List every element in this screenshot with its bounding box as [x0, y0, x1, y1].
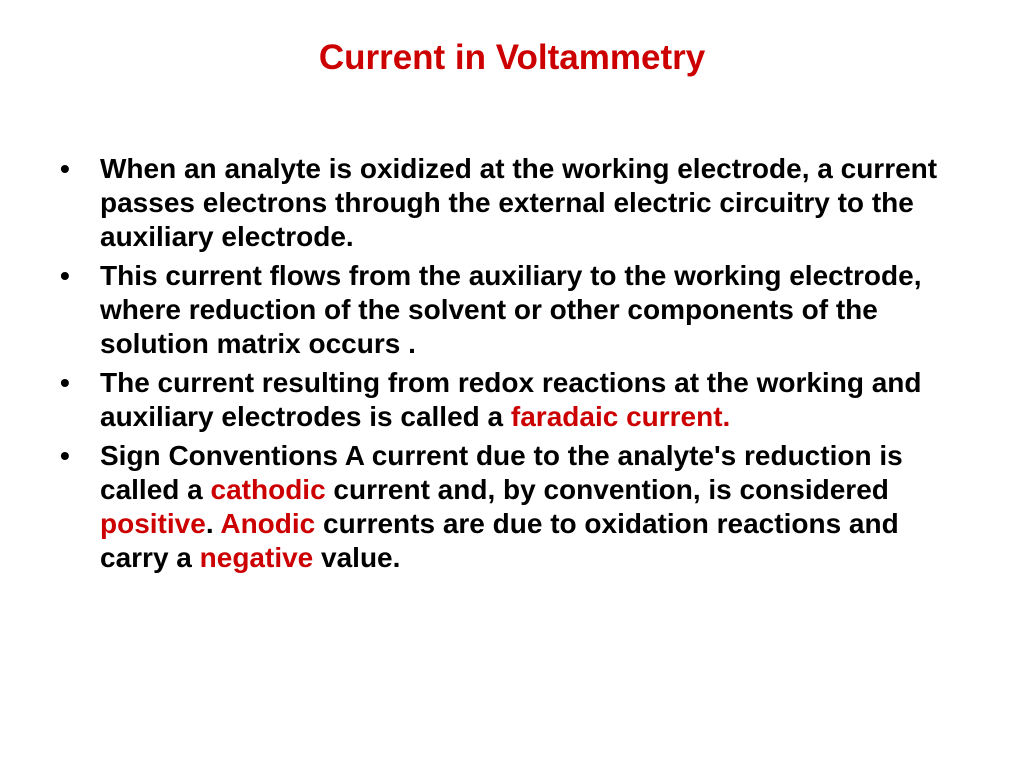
bullet-dot-icon: • [60, 153, 70, 184]
slide-title: Current in Voltammetry [318, 38, 706, 77]
highlight-term-negative: negative [199, 542, 314, 573]
bullet-text: currents are due to oxidation reactions and carry a [100, 508, 899, 573]
highlight-term-positive: positive [100, 508, 206, 539]
bullet-item [56, 259, 956, 361]
highlight-term-faradaic: faradaic current. [510, 401, 731, 432]
bullet-text: Sign Conventions A current due to the analyte's reduction is called a [100, 440, 903, 505]
bullet-text: . [205, 508, 221, 539]
highlight-term-anodic: Anodic [220, 508, 316, 539]
bullet-text: This current flows from the auxiliary to the working electrode, where reduction of the solvent or other components of the solution matrix occurs . [100, 260, 922, 359]
bullet-item [56, 439, 956, 575]
bullet-dot-icon: • [60, 260, 70, 291]
bullet-text: value. [313, 542, 401, 573]
bullet-item [56, 152, 956, 254]
highlight-term-cathodic: cathodic [210, 474, 326, 505]
bullet-item [56, 366, 956, 434]
bullet-text: The current resulting from redox reactions at the working and auxiliary electrodes is called a [100, 367, 922, 432]
bullet-dot-icon: • [60, 440, 70, 471]
bullet-list [56, 152, 956, 580]
bullet-dot-icon: • [60, 367, 70, 398]
bullet-text: current and, by convention, is considered [325, 474, 889, 505]
bullet-text: When an analyte is oxidized at the working electrode, a current passes electrons through the external electric circuitry to the auxiliary electrode. [100, 153, 938, 252]
